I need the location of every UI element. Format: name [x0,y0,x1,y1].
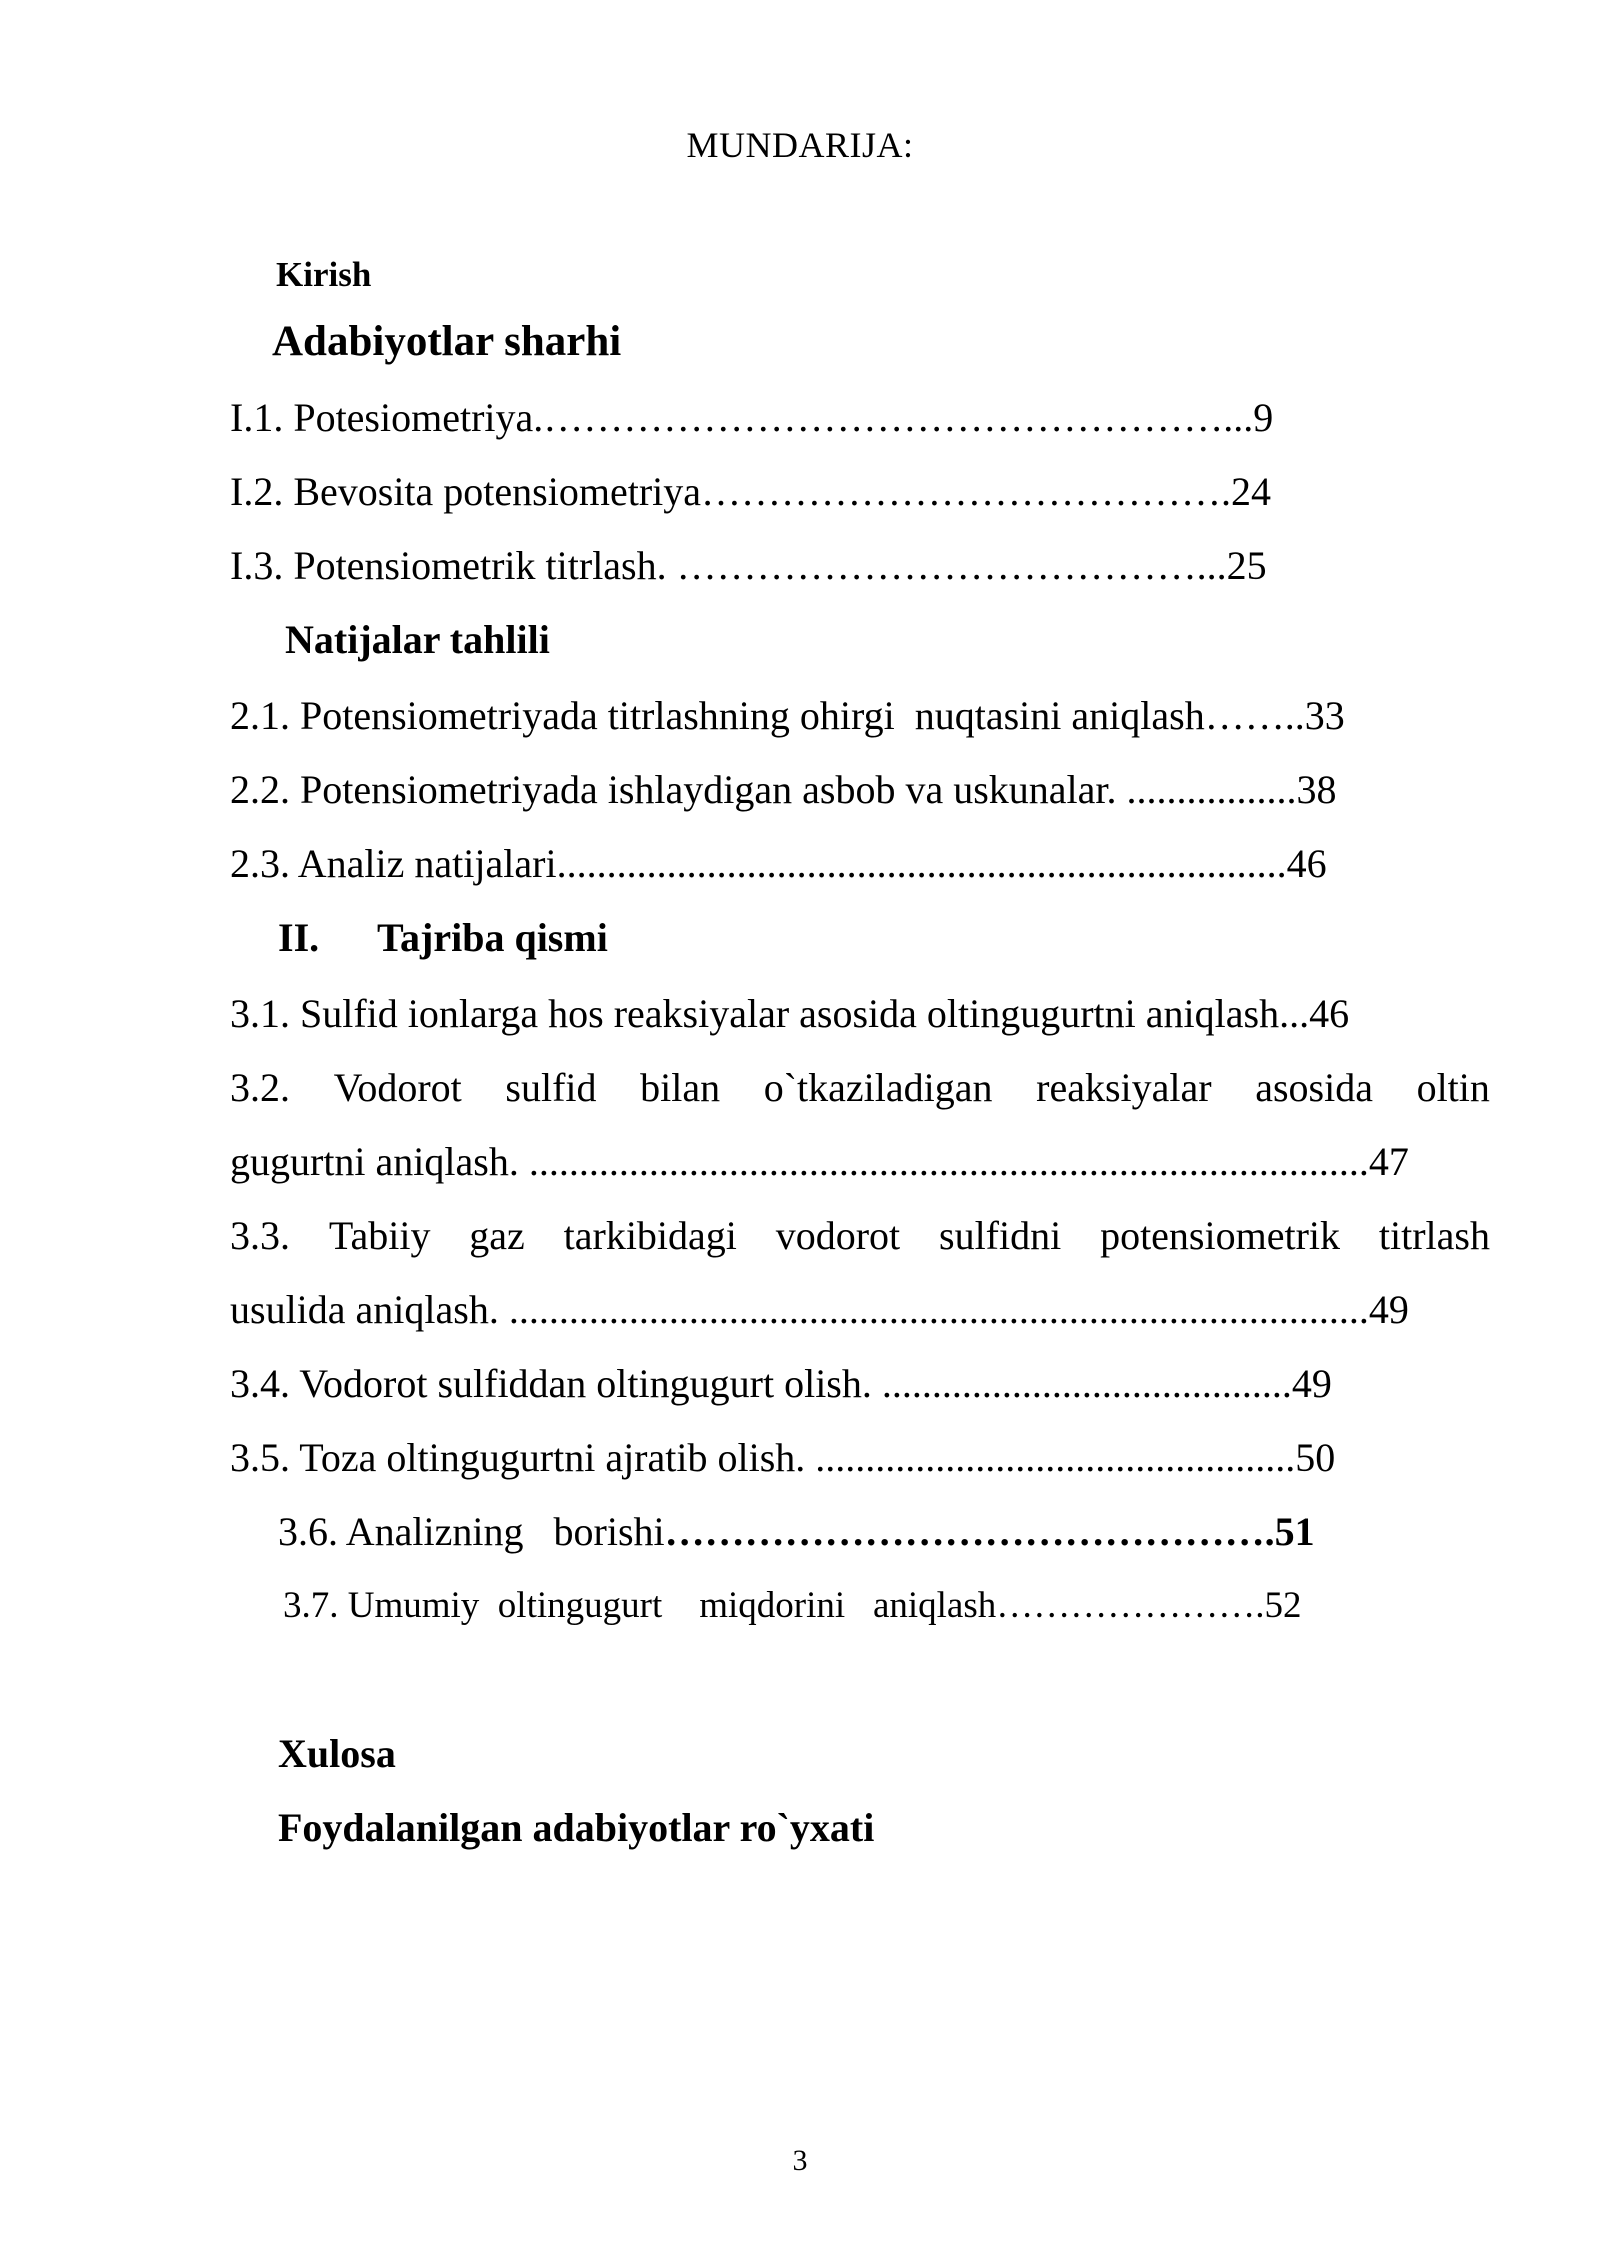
toc-entry-2-3: 2.3. Analiz natijalari.........................................................................46 [230,841,1327,886]
toc-heading-kirish: Kirish [276,255,372,294]
toc-heading-adabiyotlar: Adabiyotlar sharhi [272,318,622,365]
toc-entry-3-6 [278,1508,1315,1556]
toc-word: bilan [640,1065,721,1110]
toc-entry-3-3-continued: usulida aniqlash. ......................................................................................49 [230,1287,1409,1332]
toc-heading-tajriba-number: II. [278,915,320,960]
toc-entry-i3: I.3. Potensiometrik titrlash. …………………………………...25 [230,543,1267,588]
toc-entry-2-1: 2.1. Potensiometriyada titrlashning ohirgi nuqtasini aniqlash……..33 [230,693,1345,738]
toc-word: 3.2. [230,1065,290,1110]
toc-word: Tabiiy [328,1213,431,1258]
toc-word: gaz [469,1213,525,1258]
toc-word: 3.3. [230,1213,290,1258]
toc-word: sulfid [505,1065,597,1110]
toc-entry-3-6-text: 3.6. Analizning borishi [278,1509,665,1554]
toc-word: sulfidni [939,1213,1062,1258]
toc-word: titrlash [1378,1213,1490,1258]
toc-entry-i1: I.1. Potesiometriya.……………………………………………...9 [230,395,1274,440]
toc-word: tarkibidagi [563,1213,737,1258]
toc-heading-natijalar: Natijalar tahlili [285,617,550,662]
toc-entry-3-6-dots: ……………………………………….51 [664,1509,1315,1554]
toc-heading-foydalanilgan: Foydalanilgan adabiyotlar ro`yxati [278,1805,875,1850]
toc-word: o`tkaziladigan [763,1065,993,1110]
toc-title: MUNDARIJA: [686,125,914,165]
toc-word: asosida [1255,1065,1373,1110]
toc-entry-2-2: 2.2. Potensiometriyada ishlaydigan asbob va uskunalar. .................38 [230,767,1337,812]
toc-word: Vodorot [333,1065,462,1110]
toc-entry-3-4: 3.4. Vodorot sulfiddan oltingugurt olish. .........................................49 [230,1361,1332,1406]
toc-heading-xulosa: Xulosa [278,1731,396,1776]
toc-entry-i2: I.2. Bevosita potensiometriya………………………………….24 [230,469,1272,514]
toc-word: oltin [1416,1065,1490,1110]
toc-entry-3-1: 3.1. Sulfid ionlarga hos reaksiyalar asosida oltingugurtni aniqlash...46 [230,991,1350,1036]
page-number: 3 [792,2144,808,2177]
toc-entry-3-2 [230,1064,1490,1112]
toc-word: reaksiyalar [1036,1065,1212,1110]
toc-heading-tajriba: Tajriba qismi [377,915,608,960]
toc-word: vodorot [775,1213,901,1258]
toc-entry-3-3 [230,1212,1490,1260]
toc-word: potensiometrik [1100,1213,1341,1258]
toc-entry-3-7: 3.7. Umumiy oltingugurt miqdorini aniqlash………………….52 [283,1585,1302,1626]
toc-entry-3-5: 3.5. Toza oltingugurtni ajratib olish. ................................................50 [230,1435,1336,1480]
toc-entry-3-2-continued: gugurtni aniqlash. ....................................................................................47 [230,1139,1409,1184]
